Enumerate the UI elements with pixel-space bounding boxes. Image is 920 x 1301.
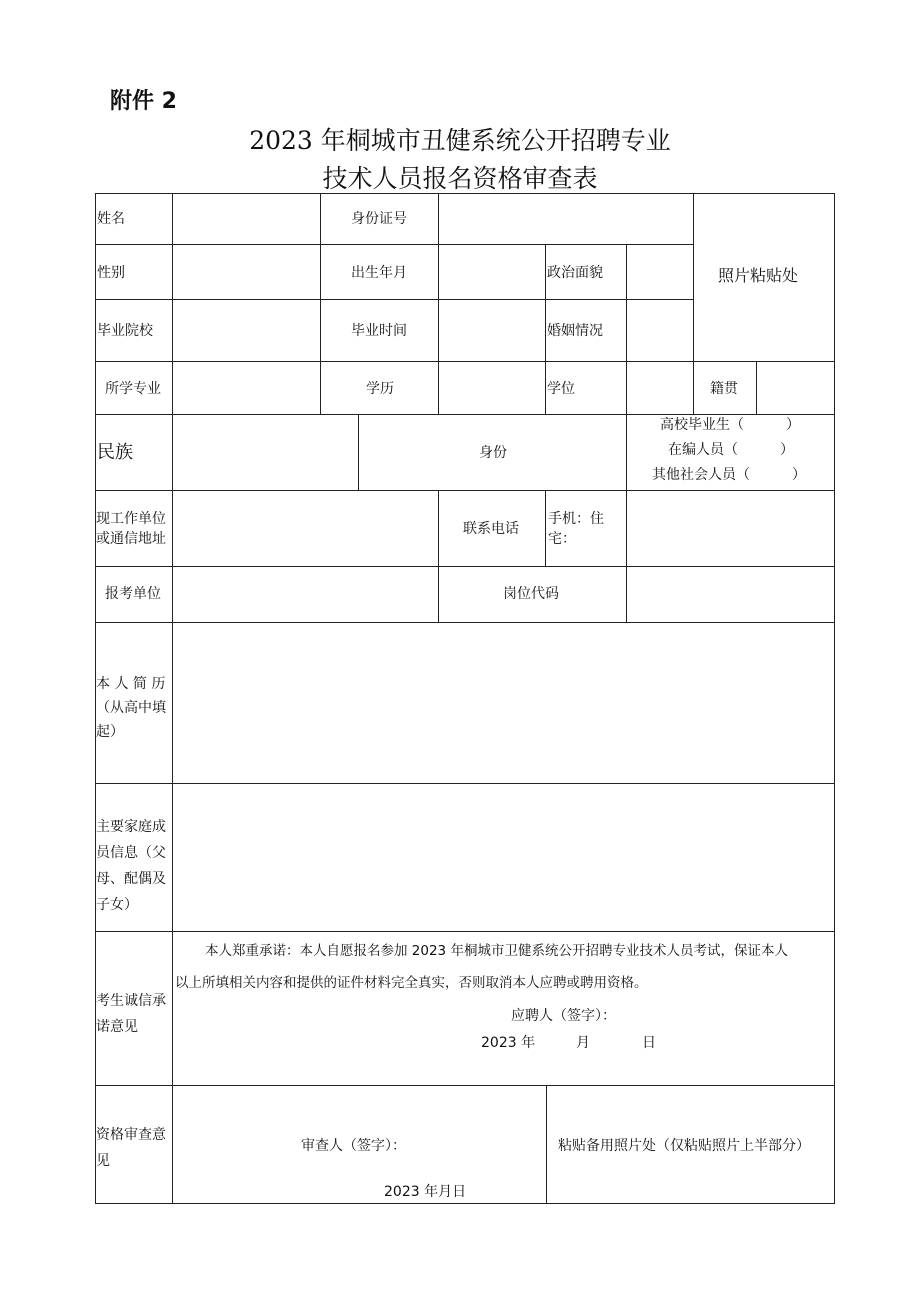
- label-id-number: 身份证号: [351, 211, 407, 227]
- label-work-unit: 现工作单位或通信地址: [96, 511, 166, 547]
- label-political: 政治面貌: [547, 265, 603, 281]
- form-title-line1: 2023 年桐城市丑健系统公开招聘专业: [249, 126, 671, 155]
- reviewer-signature: 审查人（签字）：: [301, 1138, 406, 1154]
- identity-option-graduate: 高校毕业生（ ）: [660, 417, 800, 433]
- label-major: 所学专业: [105, 381, 161, 397]
- label-grad-time: 毕业时间: [351, 323, 407, 339]
- integrity-date-year: 2023 年: [481, 1035, 536, 1051]
- grid-line: [626, 490, 627, 567]
- grid-line: [545, 244, 546, 415]
- grid-line: [358, 414, 359, 491]
- form-title-line2: 技术人员报名资格审查表: [322, 164, 598, 193]
- label-resume: 本 人 简 历（从高中填起）: [96, 676, 166, 740]
- label-gender: 性别: [97, 265, 125, 281]
- label-apply-unit: 报考单位: [105, 586, 161, 602]
- label-identity: 身份: [479, 445, 507, 461]
- label-family: 主要家庭成员信息（父母、配偶及子女）: [96, 819, 166, 913]
- integrity-text-line1: 本人郑重承诺：本人自愿报名参加 2023 年桐城市卫健系统公开招聘专业技术人员考试，保证本人: [205, 943, 788, 959]
- backup-photo-area: 粘贴备用照片处（仅粘贴照片上半部分）: [558, 1138, 810, 1154]
- applicant-signature: 应聘人（签字）：: [511, 1008, 616, 1024]
- grid-line: [626, 414, 627, 491]
- grid-line: [172, 193, 173, 1204]
- grid-line: [95, 931, 835, 932]
- grid-line: [95, 783, 835, 784]
- label-photo: 照片粘贴处: [718, 266, 799, 285]
- label-birth: 出生年月: [351, 265, 407, 281]
- label-degree: 学位: [547, 381, 575, 397]
- phone-detail: 手机：住宅：: [548, 511, 604, 547]
- grid-line: [626, 566, 627, 623]
- label-education: 学历: [366, 381, 394, 397]
- grid-line: [438, 490, 439, 567]
- grid-line: [95, 1085, 835, 1086]
- grid-line: [438, 193, 439, 415]
- grid-line: [95, 566, 835, 567]
- grid-line: [95, 299, 693, 300]
- label-phone: 联系电话: [463, 521, 519, 537]
- grid-line: [756, 361, 757, 415]
- integrity-text-line2: 以上所填相关内容和提供的证件材料完全真实，否则取消本人应聘或聘用资格。: [175, 975, 648, 991]
- integrity-date-day: 日: [642, 1035, 656, 1051]
- grid-line: [95, 490, 835, 491]
- grid-line: [320, 193, 321, 415]
- label-school: 毕业院校: [97, 323, 153, 339]
- label-review: 资格审查意见: [96, 1127, 166, 1169]
- grid-line: [438, 566, 439, 623]
- label-name: 姓名: [97, 211, 125, 227]
- label-ethnicity: 民族: [97, 442, 133, 463]
- integrity-date-month: 月: [576, 1035, 590, 1051]
- grid-line: [545, 490, 546, 567]
- grid-line: [95, 1203, 835, 1204]
- label-native: 籍贯: [710, 381, 738, 397]
- identity-option-other: 其他社会人员（ ）: [652, 467, 806, 483]
- grid-line: [626, 244, 627, 415]
- review-date: 2023 年月日: [384, 1184, 467, 1200]
- identity-option-staff: 在编人员（ ）: [668, 442, 794, 458]
- grid-line: [95, 622, 835, 623]
- attachment-label: 附件 2: [110, 89, 177, 114]
- label-integrity: 考生诚信承诺意见: [96, 993, 166, 1035]
- grid-line: [95, 244, 693, 245]
- grid-line: [834, 193, 835, 1204]
- label-marital: 婚姻情况: [547, 323, 603, 339]
- label-post-code: 岗位代码: [503, 586, 559, 602]
- grid-line: [95, 193, 835, 194]
- grid-line: [693, 193, 694, 415]
- grid-line: [546, 1085, 547, 1204]
- grid-line: [95, 361, 835, 362]
